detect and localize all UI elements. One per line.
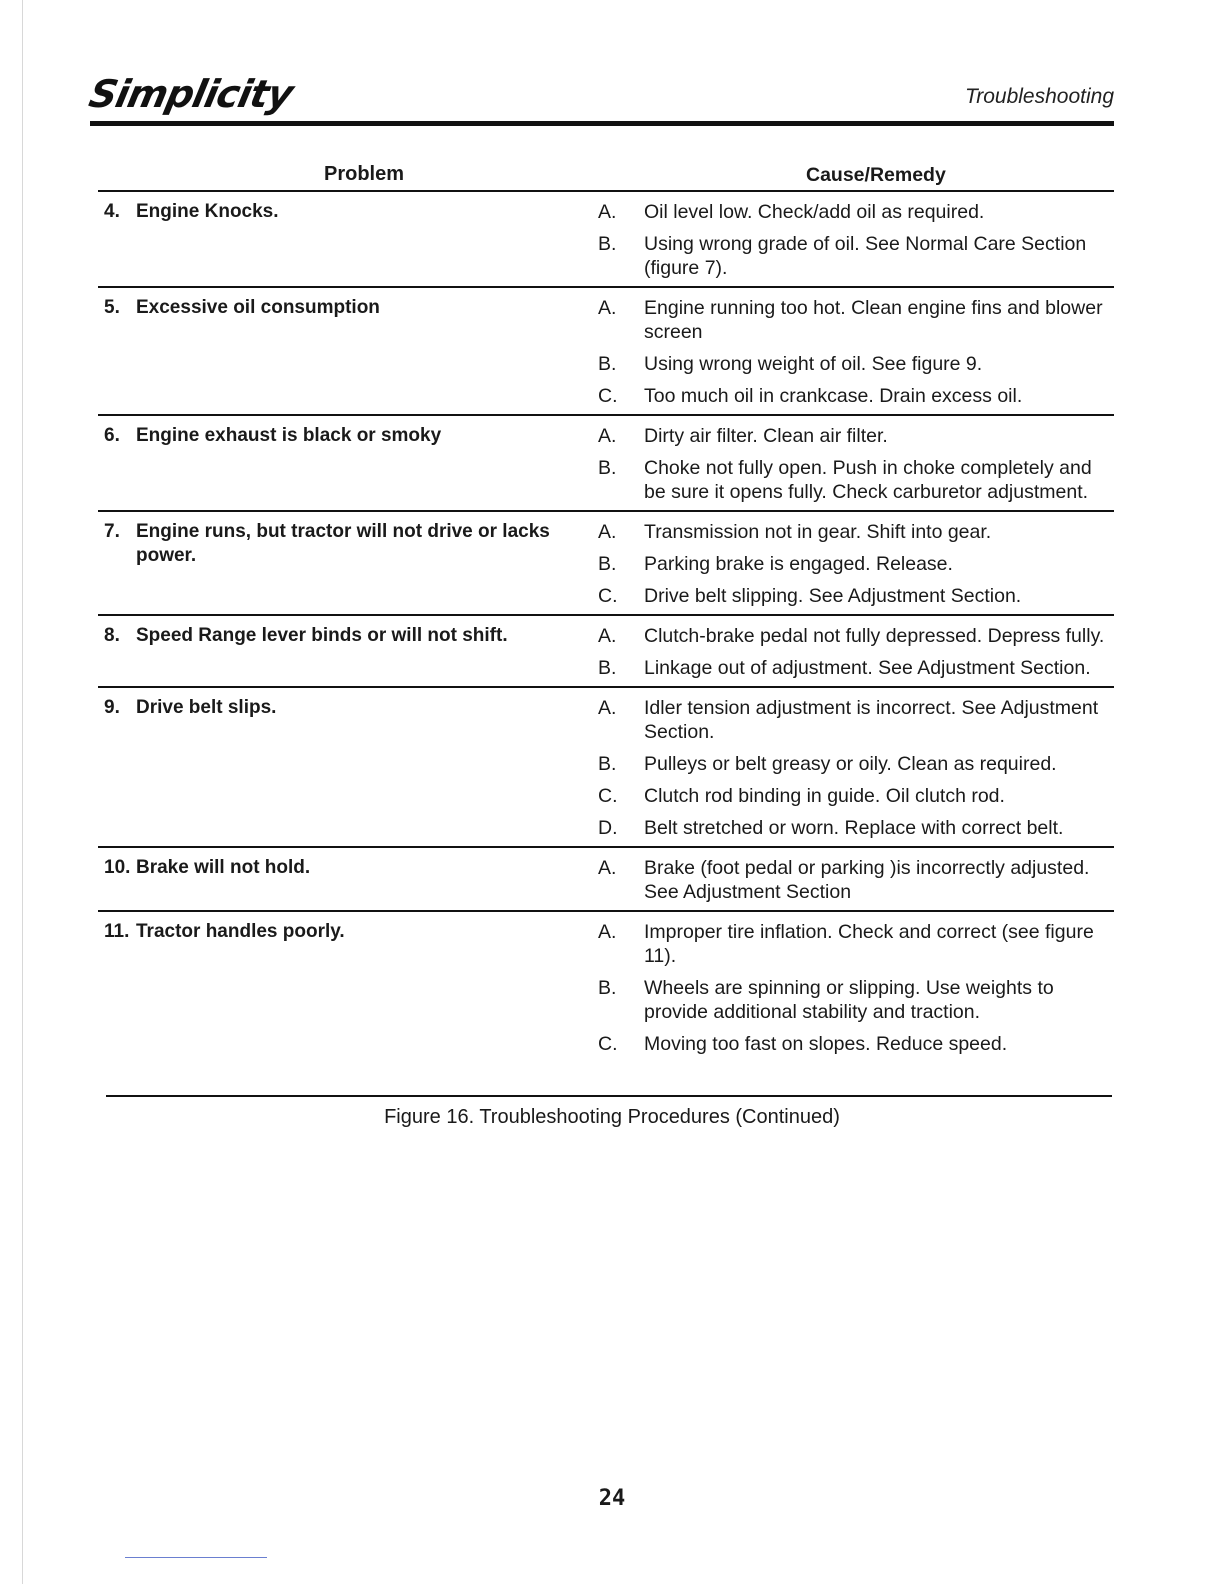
remedy-text: Oil level low. Check/add oil as required. <box>644 201 985 223</box>
remedy-text: Engine running too hot. Clean engine fins and blower screen <box>644 297 1103 343</box>
remedy-letter: C. <box>598 385 618 407</box>
problem-number: 6. <box>104 425 120 446</box>
remedy-text: Wheels are spinning or slipping. Use weights to provide additional stability and traction. <box>644 977 1054 1023</box>
column-header-problem: Problem <box>324 163 405 185</box>
problem-text: Engine runs, but tractor will not drive or lacks power. <box>136 521 550 566</box>
problem-cell <box>98 520 594 608</box>
problem-cell <box>98 920 594 1056</box>
remedy-item <box>594 384 1114 408</box>
table-row <box>98 688 1114 848</box>
remedy-cell <box>594 696 1114 840</box>
problem-number: 7. <box>104 521 120 542</box>
remedy-item <box>594 696 1114 744</box>
remedy-text: Drive belt slipping. See Adjustment Section. <box>644 585 1022 607</box>
remedy-item <box>594 752 1114 776</box>
problem-text: Tractor handles poorly. <box>136 921 345 942</box>
page-number: 24 <box>598 1486 626 1511</box>
problem-number: 8. <box>104 625 120 646</box>
problem-cell <box>98 424 594 504</box>
remedy-text: Linkage out of adjustment. See Adjustment Section. <box>644 657 1091 679</box>
remedy-item <box>594 352 1114 376</box>
table-row <box>98 616 1114 688</box>
remedy-cell <box>594 856 1114 904</box>
remedy-item <box>594 584 1114 608</box>
troubleshooting-table <box>98 190 1114 1062</box>
remedy-letter: A. <box>598 921 617 943</box>
column-header-cause-remedy: Cause/Remedy <box>806 164 946 186</box>
table-row <box>98 416 1114 512</box>
remedy-letter: A. <box>598 425 617 447</box>
remedy-letter: A. <box>598 521 617 543</box>
table-bottom-rule <box>106 1095 1112 1097</box>
brand-logo: Simplicity <box>85 72 297 116</box>
scan-edge-line <box>22 0 23 1584</box>
problem-text: Drive belt slips. <box>136 697 277 718</box>
remedy-item <box>594 624 1114 648</box>
remedy-text: Parking brake is engaged. Release. <box>644 553 953 575</box>
remedy-letter: A. <box>598 297 617 319</box>
remedy-letter: A. <box>598 201 617 223</box>
remedy-item <box>594 976 1114 1024</box>
problem-number: 5. <box>104 297 120 318</box>
problem-cell <box>98 696 594 840</box>
problem-text: Engine exhaust is black or smoky <box>136 425 442 446</box>
section-title: Troubleshooting <box>964 85 1114 108</box>
remedy-text: Brake (foot pedal or parking )is incorrectly adjusted. See Adjustment Section <box>644 857 1090 903</box>
remedy-text: Too much oil in crankcase. Drain excess oil. <box>644 385 1023 407</box>
remedy-text: Idler tension adjustment is incorrect. See Adjustment Section. <box>644 697 1099 743</box>
remedy-letter: C. <box>598 1033 618 1055</box>
footer-line <box>125 1557 267 1558</box>
remedy-item <box>594 200 1114 224</box>
remedy-cell <box>594 200 1114 280</box>
remedy-letter: B. <box>598 457 617 479</box>
remedy-item <box>594 424 1114 448</box>
remedy-item <box>594 784 1114 808</box>
remedy-letter: B. <box>598 553 617 575</box>
problem-number: 10. <box>104 857 131 878</box>
remedy-text: Choke not fully open. Push in choke completely and be sure it opens fully. Check carburetor adjustment. <box>644 457 1092 503</box>
remedy-cell <box>594 920 1114 1056</box>
remedy-text: Clutch-brake pedal not fully depressed. Depress fully. <box>644 625 1105 647</box>
remedy-item <box>594 656 1114 680</box>
remedy-text: Using wrong weight of oil. See figure 9. <box>644 353 983 375</box>
remedy-item <box>594 920 1114 968</box>
remedy-text: Belt stretched or worn. Replace with correct belt. <box>644 817 1064 839</box>
remedy-item <box>594 456 1114 504</box>
remedy-cell <box>594 424 1114 504</box>
remedy-text: Moving too fast on slopes. Reduce speed. <box>644 1033 1008 1055</box>
remedy-cell <box>594 624 1114 680</box>
remedy-letter: A. <box>598 697 617 719</box>
remedy-letter: A. <box>598 857 617 879</box>
problem-cell <box>98 200 594 280</box>
remedy-item <box>594 232 1114 280</box>
table-row <box>98 848 1114 912</box>
remedy-item <box>594 856 1114 904</box>
remedy-letter: C. <box>598 785 618 807</box>
remedy-item <box>594 520 1114 544</box>
problem-cell <box>98 296 594 408</box>
remedy-letter: A. <box>598 625 617 647</box>
remedy-letter: D. <box>598 817 618 839</box>
table-row <box>98 512 1114 616</box>
problem-text: Excessive oil consumption <box>136 297 380 318</box>
remedy-text: Improper tire inflation. Check and correct (see figure 11). <box>644 921 1094 967</box>
problem-text: Brake will not hold. <box>136 857 311 878</box>
table-row <box>98 192 1114 288</box>
problem-cell <box>98 624 594 680</box>
remedy-item <box>594 816 1114 840</box>
problem-number: 9. <box>104 697 120 718</box>
remedy-letter: B. <box>598 753 617 775</box>
problem-cell <box>98 856 594 904</box>
remedy-letter: B. <box>598 233 617 255</box>
remedy-text: Using wrong grade of oil. See Normal Care Section (figure 7). <box>644 233 1087 279</box>
remedy-text: Dirty air filter. Clean air filter. <box>644 425 888 447</box>
problem-number: 11. <box>104 921 130 942</box>
problem-text: Speed Range lever binds or will not shift. <box>136 625 508 646</box>
problem-text: Engine Knocks. <box>136 201 279 222</box>
remedy-cell <box>594 520 1114 608</box>
figure-caption: Figure 16. Troubleshooting Procedures (Continued) <box>384 1106 840 1128</box>
remedy-letter: B. <box>598 353 617 375</box>
header-rule <box>90 121 1114 126</box>
remedy-letter: B. <box>598 657 617 679</box>
remedy-text: Clutch rod binding in guide. Oil clutch rod. <box>644 785 1005 807</box>
table-row <box>98 912 1114 1062</box>
problem-number: 4. <box>104 201 120 222</box>
remedy-item <box>594 552 1114 576</box>
table-row <box>98 288 1114 416</box>
remedy-text: Transmission not in gear. Shift into gear. <box>644 521 992 543</box>
remedy-item <box>594 296 1114 344</box>
remedy-letter: B. <box>598 977 617 999</box>
remedy-item <box>594 1032 1114 1056</box>
remedy-cell <box>594 296 1114 408</box>
remedy-text: Pulleys or belt greasy or oily. Clean as required. <box>644 753 1057 775</box>
remedy-letter: C. <box>598 585 618 607</box>
